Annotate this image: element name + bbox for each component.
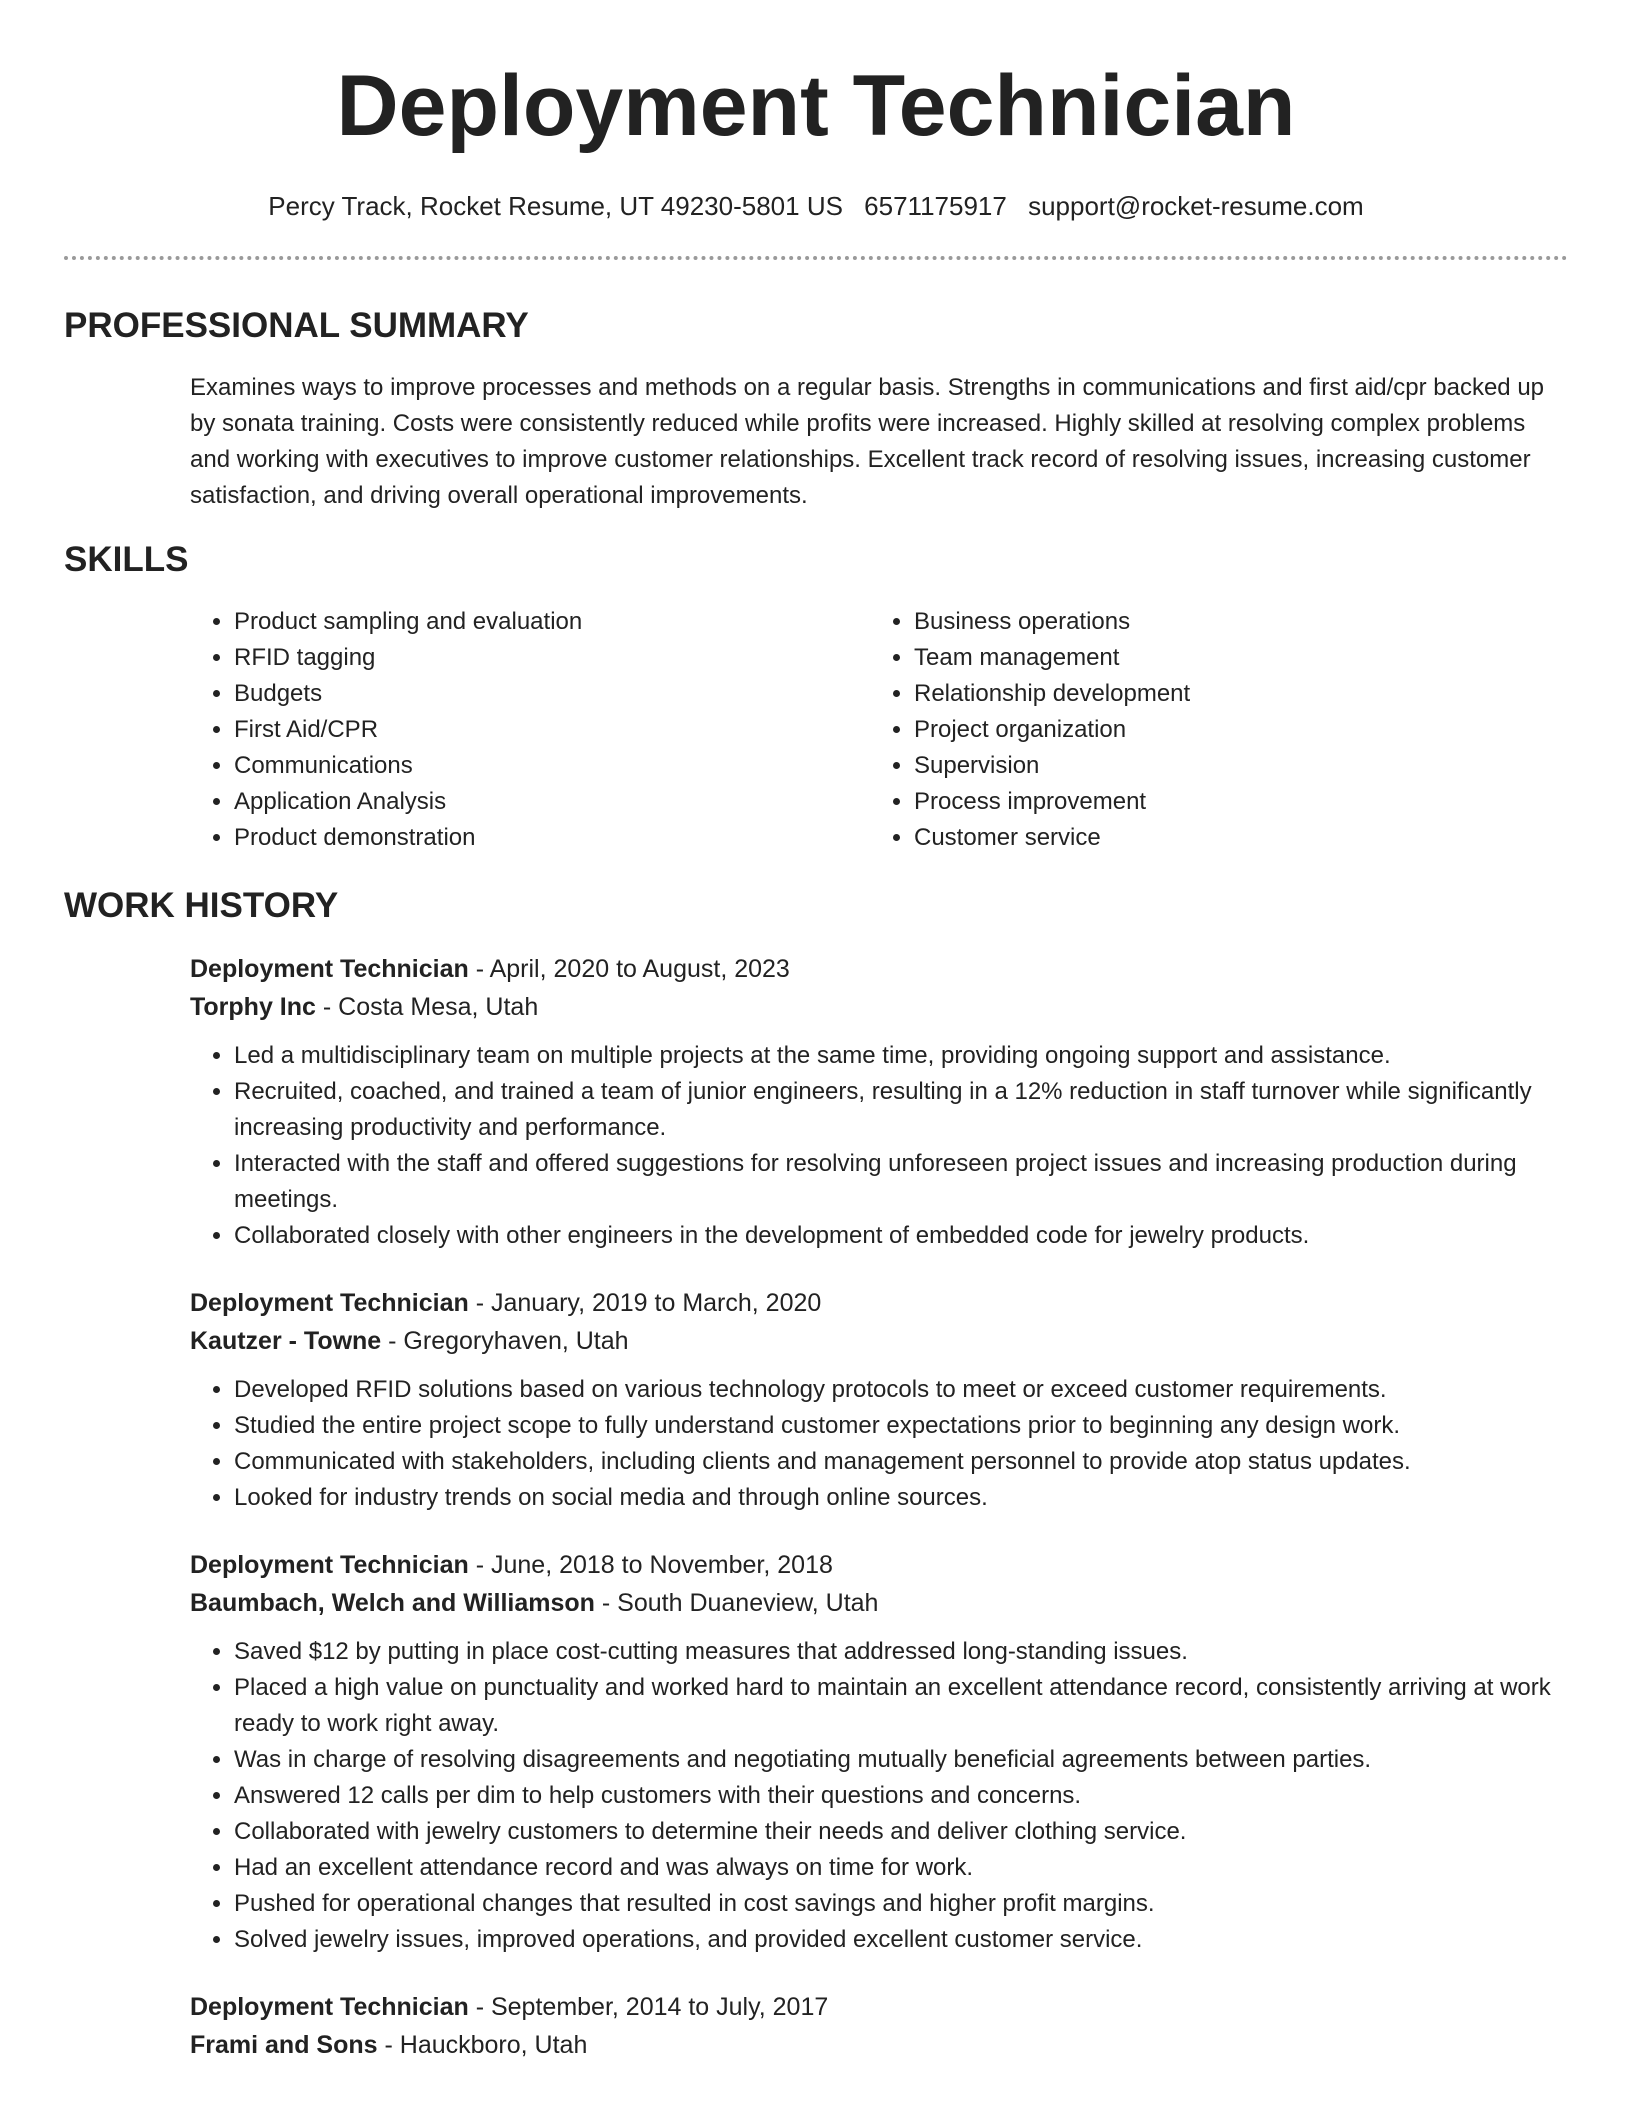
contact-email: support@rocket-resume.com (1028, 191, 1364, 221)
job-bullet: • Developed RFID solutions based on various technology protocols to meet or exceed customer requirements. (234, 1372, 1568, 1408)
job-title: Deployment Technician (190, 1551, 469, 1579)
summary-text: Examines ways to improve processes and methods on a regular basis. Strengths in communications and first aid/cpr backed up by sonata training. Costs were consistently reduced while profits were increased. Highly skilled at resolving complex problems and working with executives to improve customer relationships. Excellent track record of resolving issues, increasing customer satisfaction, and driving overall operational improvements. (190, 374, 1545, 509)
job-bullet: • Communicated with stakeholders, including clients and management personnel to provide atop status updates. (234, 1444, 1568, 1480)
job-title: Deployment Technician (190, 1289, 469, 1317)
job-bullet: • Placed a high value on punctuality and worked hard to maintain an excellent attendance record, consistently arriving at work ready to work right away. (234, 1670, 1568, 1742)
job-bullets (190, 1372, 1568, 1516)
job-bullet: • Answered 12 calls per dim to help customers with their questions and concerns. (234, 1778, 1568, 1814)
skill-item: • Business operations (914, 604, 1514, 640)
section-title-skills: SKILLS (64, 540, 189, 579)
skill-item: • Team management (914, 640, 1514, 676)
job-bullet: • Collaborated closely with other engineers in the development of embedded code for jewelry products. (234, 1218, 1568, 1254)
job-bullet: • Looked for industry trends on social media and through online sources. (234, 1480, 1568, 1516)
job-bullet: • Was in charge of resolving disagreements and negotiating mutually beneficial agreements between parties. (234, 1742, 1568, 1778)
job-bullet: • Saved $12 by putting in place cost-cutting measures that addressed long-standing issues. (234, 1634, 1568, 1670)
skill-item: • Product demonstration (234, 820, 870, 856)
job-company-line (190, 1584, 1568, 1622)
job-bullet: • Collaborated with jewelry customers to determine their needs and deliver clothing service. (234, 1814, 1568, 1850)
job-dates: - September, 2014 to July, 2017 (468, 1993, 829, 2021)
job-title: Deployment Technician (190, 955, 469, 983)
job-title: Deployment Technician (190, 1993, 469, 2021)
skill-item: • First Aid/CPR (234, 712, 870, 748)
contact-phone: 6571175917 (864, 191, 1007, 221)
job-company: Frami and Sons (190, 2031, 378, 2059)
job-location: - Gregoryhaven, Utah (381, 1327, 629, 1355)
contact-address: Percy Track, Rocket Resume, UT 49230-5801 US (268, 191, 843, 221)
section-title-work-history: WORK HISTORY (64, 886, 339, 925)
job-bullets (190, 1038, 1568, 1254)
skills-list (190, 604, 1568, 856)
job-title-line (190, 1988, 1568, 2026)
header-divider (64, 256, 1568, 260)
job-dates: - January, 2019 to March, 2020 (468, 1289, 822, 1317)
skills-column-right (870, 604, 1514, 856)
skill-item: • Application Analysis (234, 784, 870, 820)
skill-item: • Supervision (914, 748, 1514, 784)
job-location: - South Duaneview, Utah (594, 1589, 879, 1617)
job-dates: - June, 2018 to November, 2018 (468, 1551, 833, 1579)
skill-item: • Product sampling and evaluation (234, 604, 870, 640)
skill-item: • Process improvement (914, 784, 1514, 820)
job-entry (190, 1988, 1568, 2064)
job-title-line (190, 950, 1568, 988)
job-title-line (190, 1546, 1568, 1584)
section-title-summary: PROFESSIONAL SUMMARY (64, 306, 529, 345)
job-bullet: • Recruited, coached, and trained a team of junior engineers, resulting in a 12% reduction in staff turnover while significantly increasing productivity and performance. (234, 1074, 1568, 1146)
candidate-title: Deployment Technician (336, 58, 1296, 154)
skill-item: • Project organization (914, 712, 1514, 748)
job-title-line (190, 1284, 1568, 1322)
job-company: Kautzer - Towne (190, 1327, 382, 1355)
job-company-line (190, 2026, 1568, 2064)
skill-item: • Customer service (914, 820, 1514, 856)
skill-item: • Budgets (234, 676, 870, 712)
job-bullet: • Had an excellent attendance record and was always on time for work. (234, 1850, 1568, 1886)
skill-item: • RFID tagging (234, 640, 870, 676)
job-company: Torphy Inc (190, 993, 316, 1021)
job-bullet: • Led a multidisciplinary team on multiple projects at the same time, providing ongoing support and assistance. (234, 1038, 1568, 1074)
resume-page (64, 0, 1568, 2064)
job-bullets (190, 1634, 1568, 1958)
job-company-line (190, 988, 1568, 1026)
skills-column-left (190, 604, 870, 856)
job-entry (190, 950, 1568, 1254)
job-bullet: • Solved jewelry issues, improved operations, and provided excellent customer service. (234, 1922, 1568, 1958)
job-bullet: • Interacted with the staff and offered suggestions for resolving unforeseen project issues and increasing production during meetings. (234, 1146, 1568, 1218)
skill-item: • Communications (234, 748, 870, 784)
job-location: - Costa Mesa, Utah (315, 993, 539, 1021)
skill-item: • Relationship development (914, 676, 1514, 712)
job-entry (190, 1546, 1568, 1958)
job-bullet: • Studied the entire project scope to fully understand customer expectations prior to beginning any design work. (234, 1408, 1568, 1444)
job-location: - Hauckboro, Utah (377, 2031, 588, 2059)
contact-line (64, 190, 1568, 222)
job-dates: - April, 2020 to August, 2023 (468, 955, 790, 983)
job-entry (190, 1284, 1568, 1516)
job-bullet: • Pushed for operational changes that resulted in cost savings and higher profit margins. (234, 1886, 1568, 1922)
job-company-line (190, 1322, 1568, 1360)
job-company: Baumbach, Welch and Williamson (190, 1589, 595, 1617)
